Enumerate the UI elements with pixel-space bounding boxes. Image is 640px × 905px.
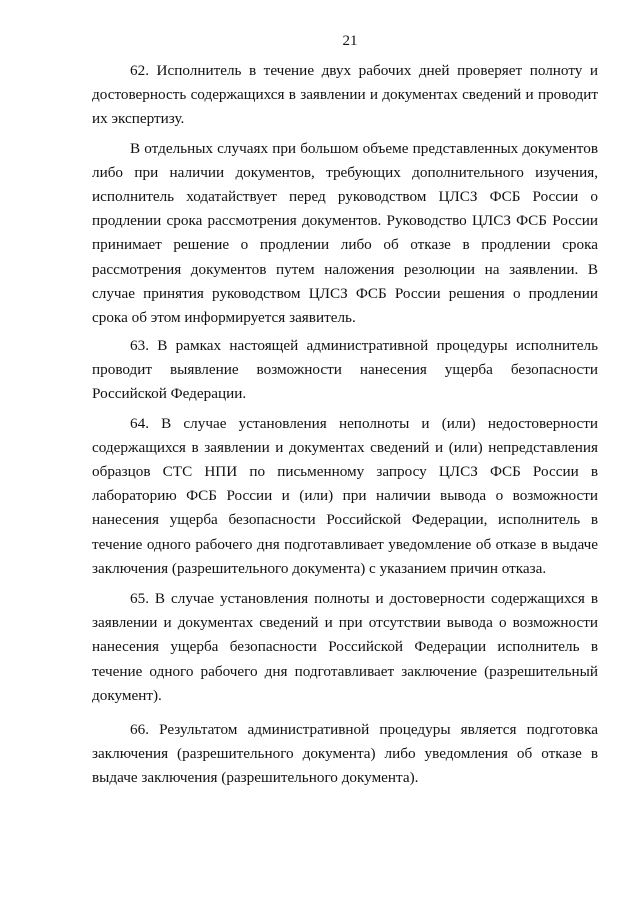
paragraph-65 [92, 587, 598, 708]
text-line: образцов СТС НПИ по письменному запросу ЦЛСЗ ФСБ России в [92, 463, 598, 480]
text-line: лабораторию ФСБ России и (или) при наличии вывода о возможности [92, 487, 598, 505]
paragraph-63 [92, 334, 598, 407]
paragraph-62-continuation [92, 137, 598, 331]
text-line: содержащихся в заявлении и документах сведений и (или) непредставления [92, 438, 598, 456]
paragraph-66 [92, 718, 598, 791]
document-body [92, 59, 598, 790]
text-line: Российской Федерации. [92, 385, 247, 403]
text-line: 64. В случае установления неполноты и (или) недостоверности [130, 414, 598, 432]
paragraph-62 [92, 59, 598, 132]
text-line: срока об этом информируется заявитель. [92, 308, 356, 326]
page-number: 21 [342, 33, 358, 49]
text-line: достоверность содержащихся в заявлении и документах сведений и проводит [92, 86, 598, 104]
text-line: выдаче заключения (разрешительного документа). [92, 769, 419, 787]
text-line: проводит выявление возможности нанесения ущерба безопасности [92, 361, 598, 379]
text-line: принимает решение о продлении либо об отказе в продлении срока [92, 236, 598, 254]
text-line: нанесения ущерба безопасности Российской Федерации исполнитель в [92, 638, 598, 656]
text-line: рассмотрения документов путем наложения резолюции на заявлении. В [92, 260, 598, 278]
text-line: заявлении и документах сведений и при отсутствии вывода о возможности [92, 614, 598, 632]
text-line: 63. В рамках настоящей административной процедуры исполнитель [130, 337, 598, 355]
text-line: В отдельных случаях при большом объеме представленных документов [130, 139, 598, 157]
text-line: 62. Исполнитель в течение двух рабочих дней проверяет полноту и [130, 62, 598, 79]
text-line: случае принятия руководством ЦЛСЗ ФСБ России решения о продлении [92, 284, 598, 302]
text-line: исполнитель ходатайствует перед руководством ЦЛСЗ ФСБ России о [92, 187, 598, 205]
text-line: заключения (разрешительного документа) с указанием причин отказа. [92, 559, 547, 577]
text-line: 65. В случае установления полноты и достоверности содержащихся в [130, 589, 598, 607]
text-line: документ). [92, 686, 162, 704]
text-line: заключения (разрешительного документа) либо уведомления об отказе в [92, 745, 598, 763]
text-line: 66. Результатом административной процедуры является подготовка [130, 720, 598, 738]
text-line: течение одного рабочего дня подготавливает уведомление об отказе в выдаче [92, 535, 598, 553]
text-line: течение одного рабочего дня подготавливает заключение (разрешительный [92, 662, 598, 680]
text-line: продлении срока рассмотрения документов. Руководство ЦЛСЗ ФСБ России [92, 212, 598, 230]
text-line: нанесения ущерба безопасности Российской Федерации, исполнитель в [92, 511, 598, 529]
text-line: либо при наличии документов, требующих дополнительного изучения, [92, 163, 598, 181]
paragraph-64 [92, 412, 598, 581]
text-line: их экспертизу. [92, 110, 185, 128]
